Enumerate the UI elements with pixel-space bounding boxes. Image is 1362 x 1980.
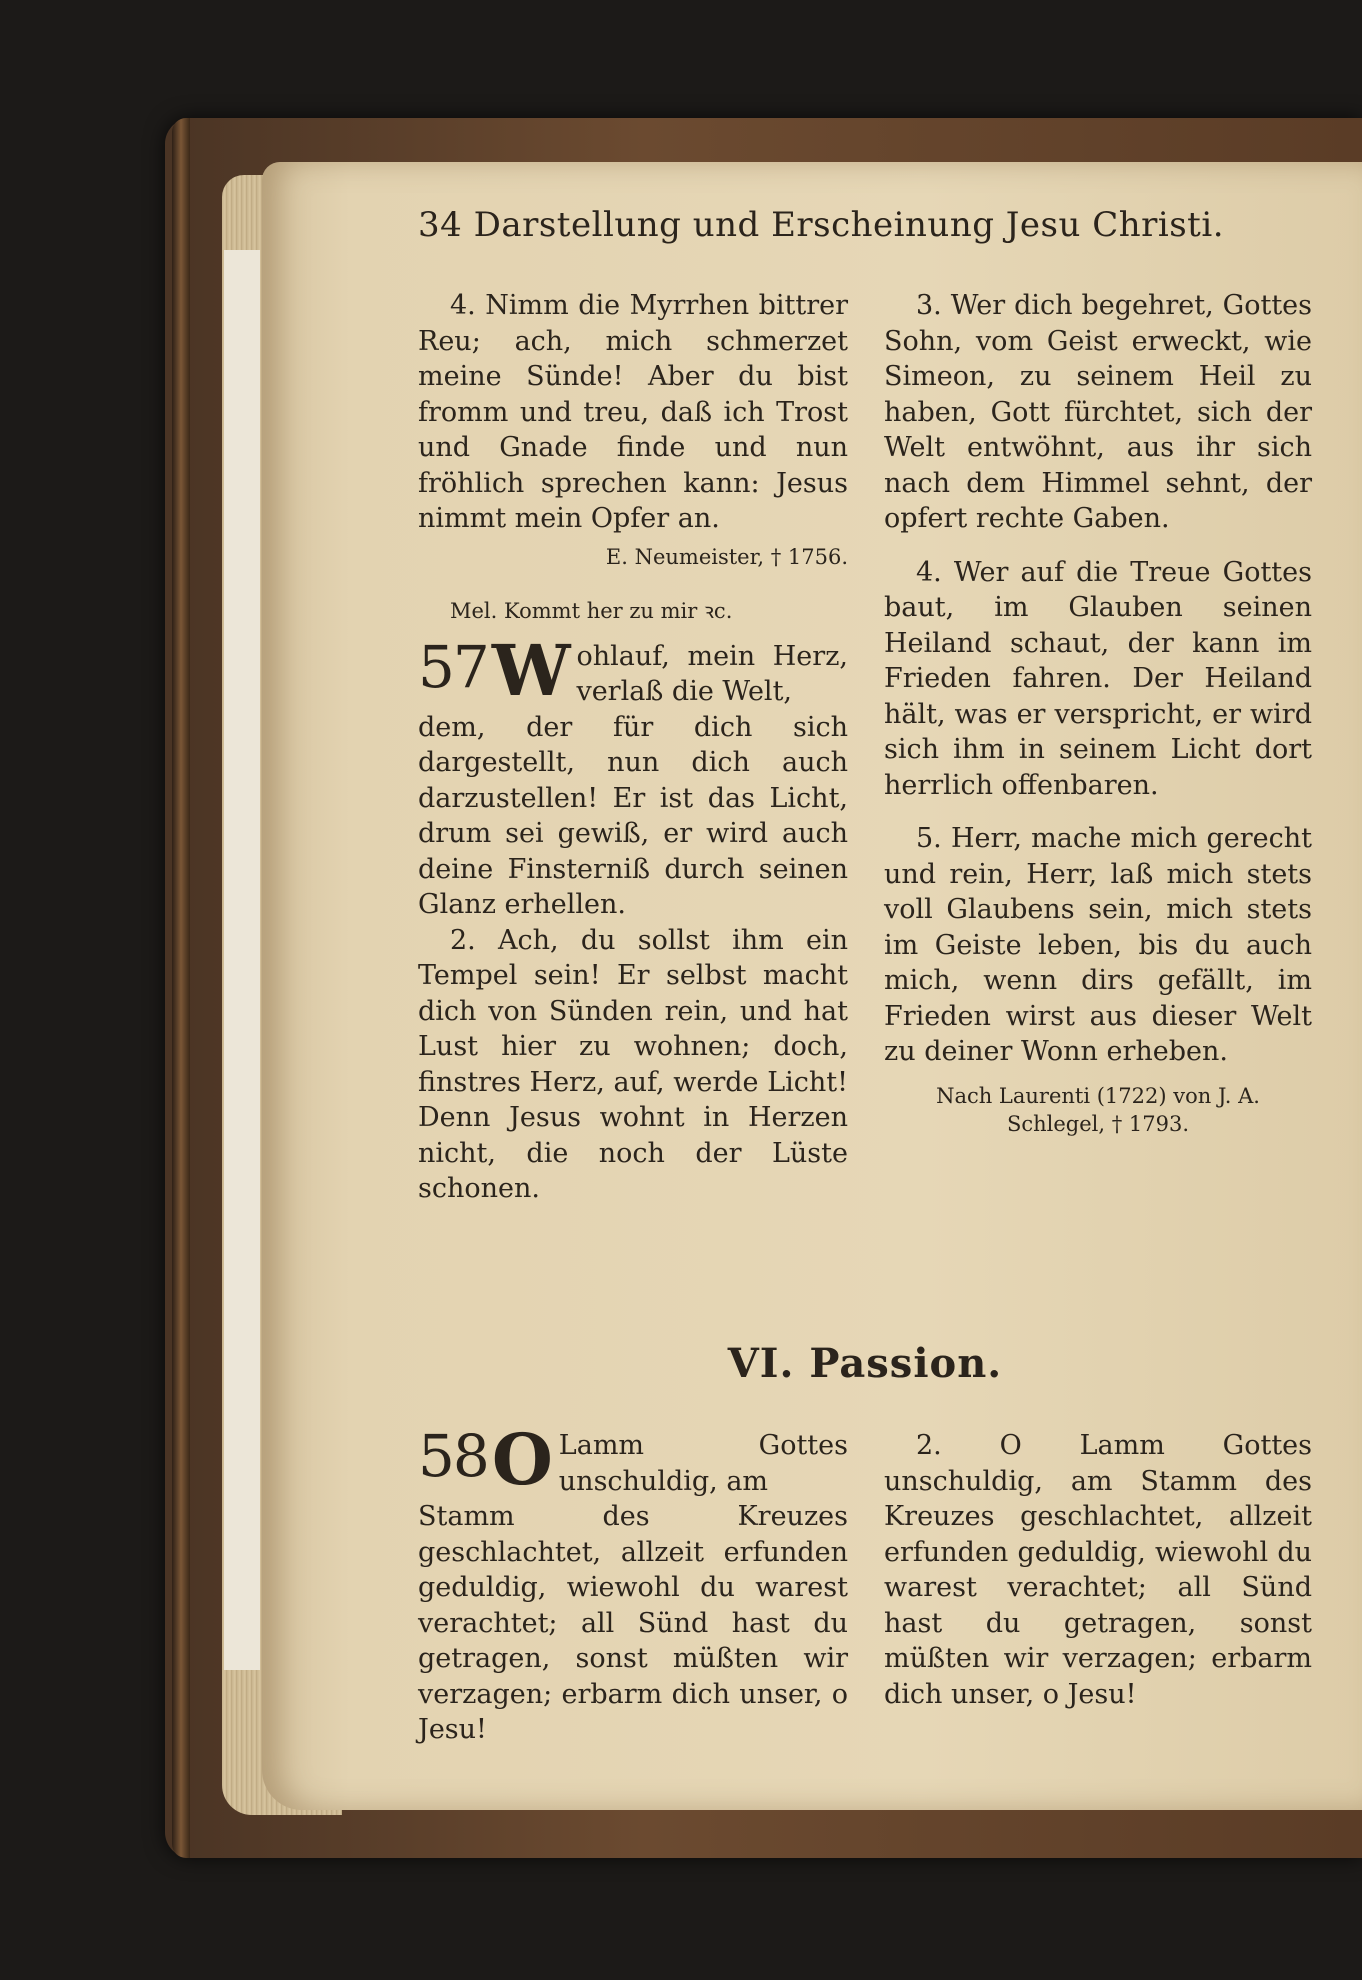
- hymn56-attribution: E. Neumeister, † 1756.: [605, 544, 848, 569]
- hymn57-verse4: 4. Wer auf die Treue Gottes baut, im Glauben seinen Heiland schaut, der kann im Frieden fahren. Der Heiland hält, was er verspricht, er wird sich ihm in seinem Licht dort herrlich offenbaren.: [884, 556, 1312, 801]
- hymn57-number: 57: [418, 632, 488, 701]
- page-edge-highlight: [224, 250, 260, 1670]
- book-spine-edge: [172, 118, 190, 1858]
- hymn57-verse2: 2. Ach, du sollst ihm ein Tempel sein! Er selbst macht dich von Sünden rein, und hat Lust hier zu wohnen; doch, finstres Herz, auf, werde Licht! Denn Jesus wohnt in Herzen nicht, die noch der Lüste schonen.: [418, 924, 848, 1204]
- hymn57-verse3: 3. Wer dich begehret, Gottes Sohn, vom Geist erweckt, wie Simeon, zu seinem Heil zu haben, Gott fürchtet, sich der Welt entwöhnt, aus ihr sich nach dem Himmel sehnt, der opfert rechte Gaben.: [884, 290, 1312, 534]
- left-column-bottom: [418, 1418, 848, 1748]
- hymn58-verse1: Stamm des Kreuzes geschlachtet, allzeit erfunden geduldig, wiewohl du warest verachtet; all Sünd hast du getragen, sonst müßten wir verzagen; erbarm dich unser, o Jesu!: [418, 1501, 848, 1745]
- hymn58-number: 58: [418, 1422, 488, 1490]
- section-title: VI. Passion.: [727, 1340, 1003, 1387]
- hymn57-dropcap: W: [491, 628, 571, 712]
- hymn58-first-line: Lamm Gottes unschuldig, am: [558, 1430, 848, 1497]
- hymn57-melody: Mel. Kommt her zu mir ꝛc.: [450, 598, 733, 623]
- right-column-bottom: [884, 1428, 1312, 1712]
- hymn57-attribution: Nach Laurenti (1722) von J. A. Schlegel, † 1793.: [936, 1083, 1260, 1136]
- hymn58-verse2: 2. O Lamm Gottes unschuldig, am Stamm des Kreuzes geschlachtet, allzeit erfunden geduldig, wiewohl du warest verachtet; all Sünd hast du getragen, sonst müßten wir verzagen; erbarm dich unser, o Jesu!: [884, 1430, 1312, 1710]
- page-header: 34 Darstellung und Erscheinung Jesu Christi.: [418, 205, 1225, 245]
- hymn57-verse5: 5. Herr, mache mich gerecht und rein, Herr, laß mich stets voll Glaubens sein, mich stets im Geiste leben, bis du auch mich, wenn dirs gefällt, im Frieden wirst aus dieser Welt zu deiner Wonn erheben.: [884, 823, 1312, 1067]
- hymn57-verse1: dem, der für dich sich dargestellt, nun dich auch darzustellen! Er ist das Licht, drum sei gewiß, er wird auch deine Finsterniß durch seinen Glanz erhellen.: [418, 711, 848, 920]
- hymn58-dropcap: O: [491, 1418, 553, 1501]
- hymn58-head: [418, 1418, 848, 1501]
- hymn56-verse4: 4. Nimm die Myrrhen bittrer Reu; ach, mich schmerzet meine Sünde! Aber du bist fromm und treu, daß ich Trost und Gnade finde und nun fröhlich sprechen kann: Jesus nimmt mein Opfer an.: [418, 290, 848, 534]
- left-column-top: [418, 288, 848, 1207]
- hymn57-head: [418, 628, 848, 712]
- hymn57-first-line: ohlauf, mein Herz, verlaß die Welt,: [576, 640, 848, 707]
- right-column-top: [884, 288, 1312, 1138]
